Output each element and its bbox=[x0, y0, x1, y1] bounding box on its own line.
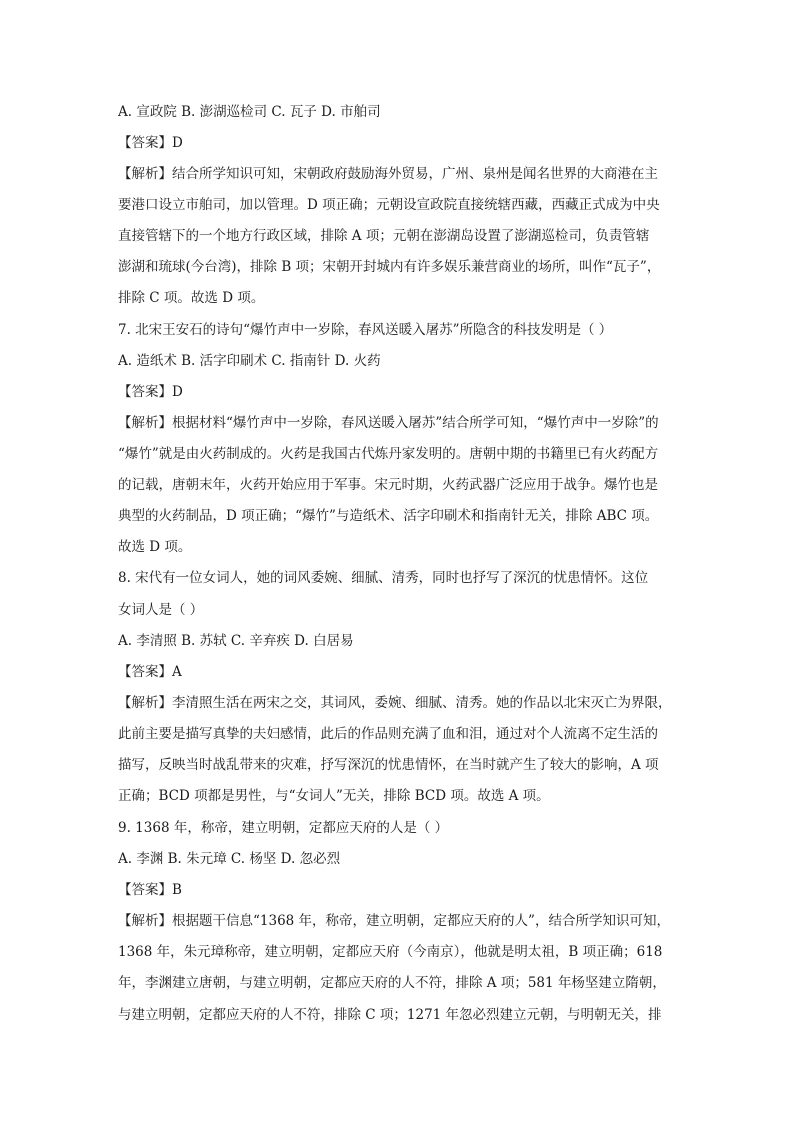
q7-analysis-line-5: 故选 D 项。 bbox=[118, 539, 192, 555]
q9-analysis-line-1: 【解析】根据题干信息“1368 年，称帝，建立明朝，定都应天府的人”，结合所学知识可知， bbox=[118, 913, 670, 929]
q6-analysis-line-4: 澎湖和琉球(今台湾)，排除 B 项；宋朝开封城内有许多娱乐兼营商业的场所，叫作“瓦子”， bbox=[118, 259, 661, 275]
q7-analysis-line-3: 的记载，唐朝末年，火药开始应用于军事。宋元时期，火药武器广泛应用于战争。爆竹也是 bbox=[118, 477, 658, 493]
q9-answer: 【答案】B bbox=[118, 882, 182, 898]
q6-options: A. 宣政院 B. 澎湖巡检司 C. 瓦子 D. 市舶司 bbox=[118, 104, 381, 120]
q7-answer: 【答案】D bbox=[118, 384, 183, 400]
q9-analysis-line-3: 年，李渊建立唐朝，与建立明朝，定都应天府的人不符，排除 A 项；581 年杨坚建立隋朝， bbox=[118, 975, 666, 991]
q7-analysis-line-4: 典型的火药制品，D 项正确；“爆竹”与造纸术、活字印刷术和指南针无关，排除 ABC 项。 bbox=[118, 508, 659, 524]
q8-question-line-2: 女词人是（ ） bbox=[118, 602, 204, 618]
q7-analysis-line-1: 【解析】根据材料“爆竹声中一岁除，春风送暖入屠苏”结合所学可知，“爆竹声中一岁除”的 bbox=[118, 415, 659, 431]
q6-analysis-line-5: 排除 C 项。故选 D 项。 bbox=[118, 290, 265, 306]
q6-answer: 【答案】D bbox=[118, 135, 183, 151]
q6-analysis-line-3: 直接管辖下的一个地方行政区域，排除 A 项；元朝在澎湖岛设置了澎湖巡检司，负责管辖 bbox=[118, 228, 650, 244]
q9-question: 9. 1368 年，称帝，建立明朝，定都应天府的人是（ ） bbox=[118, 820, 449, 836]
q8-analysis-line-3: 描写，反映当时战乱带来的灾难，抒写深沉的忧患情怀，在当时就产生了较大的影响，A 项 bbox=[118, 757, 659, 773]
q9-options: A. 李渊 B. 朱元璋 C. 杨坚 D. 忽必烈 bbox=[118, 851, 341, 867]
q8-analysis-line-1: 【解析】李清照生活在两宋之交，其词风，委婉、细腻、清秀。她的作品以北宋灭亡为界限， bbox=[118, 695, 672, 711]
q8-analysis-line-2: 此前主要是描写真挚的夫妇感情，此后的作品则充满了血和泪，通过对个人流离不定生活的 bbox=[118, 726, 658, 742]
q8-options: A. 李清照 B. 苏轼 C. 辛弃疾 D. 白居易 bbox=[118, 633, 354, 649]
q8-question-line-1: 8. 宋代有一位女词人，她的词风委婉、细腻、清秀，同时也抒写了深沉的忧患情怀。这位 bbox=[118, 570, 649, 586]
q7-options: A. 造纸术 B. 活字印刷术 C. 指南针 D. 火药 bbox=[118, 353, 381, 369]
q7-analysis-line-2: “爆竹”就是由火药制成的。火药是我国古代炼丹家发明的。唐朝中期的书籍里已有火药配方 bbox=[118, 446, 659, 462]
q8-answer: 【答案】A bbox=[118, 664, 182, 680]
q6-analysis-line-1: 【解析】结合所学知识可知，宋朝政府鼓励海外贸易，广州、泉州是闻名世界的大商港在主 bbox=[118, 166, 658, 182]
q7-question: 7. 北宋王安石的诗句“爆竹声中一岁除，春风送暖入屠苏”所隐含的科技发明是（ ） bbox=[118, 322, 613, 338]
q9-analysis-line-2: 1368 年，朱元璋称帝，建立明朝，定都应天府（今南京），他就是明太祖，B 项正确；618 bbox=[118, 944, 663, 960]
q9-analysis-line-4: 与建立明朝，定都应天府的人不符，排除 C 项；1271 年忽必烈建立元朝，与明朝无关，排 bbox=[118, 1007, 662, 1023]
q6-analysis-line-2: 要港口设立市舶司，加以管理。D 项正确；元朝设宣政院直接统辖西藏，西藏正式成为中央 bbox=[118, 197, 660, 213]
q8-analysis-line-4: 正确；BCD 项都是男性，与“女词人”无关，排除 BCD 项。故选 A 项。 bbox=[118, 788, 550, 804]
